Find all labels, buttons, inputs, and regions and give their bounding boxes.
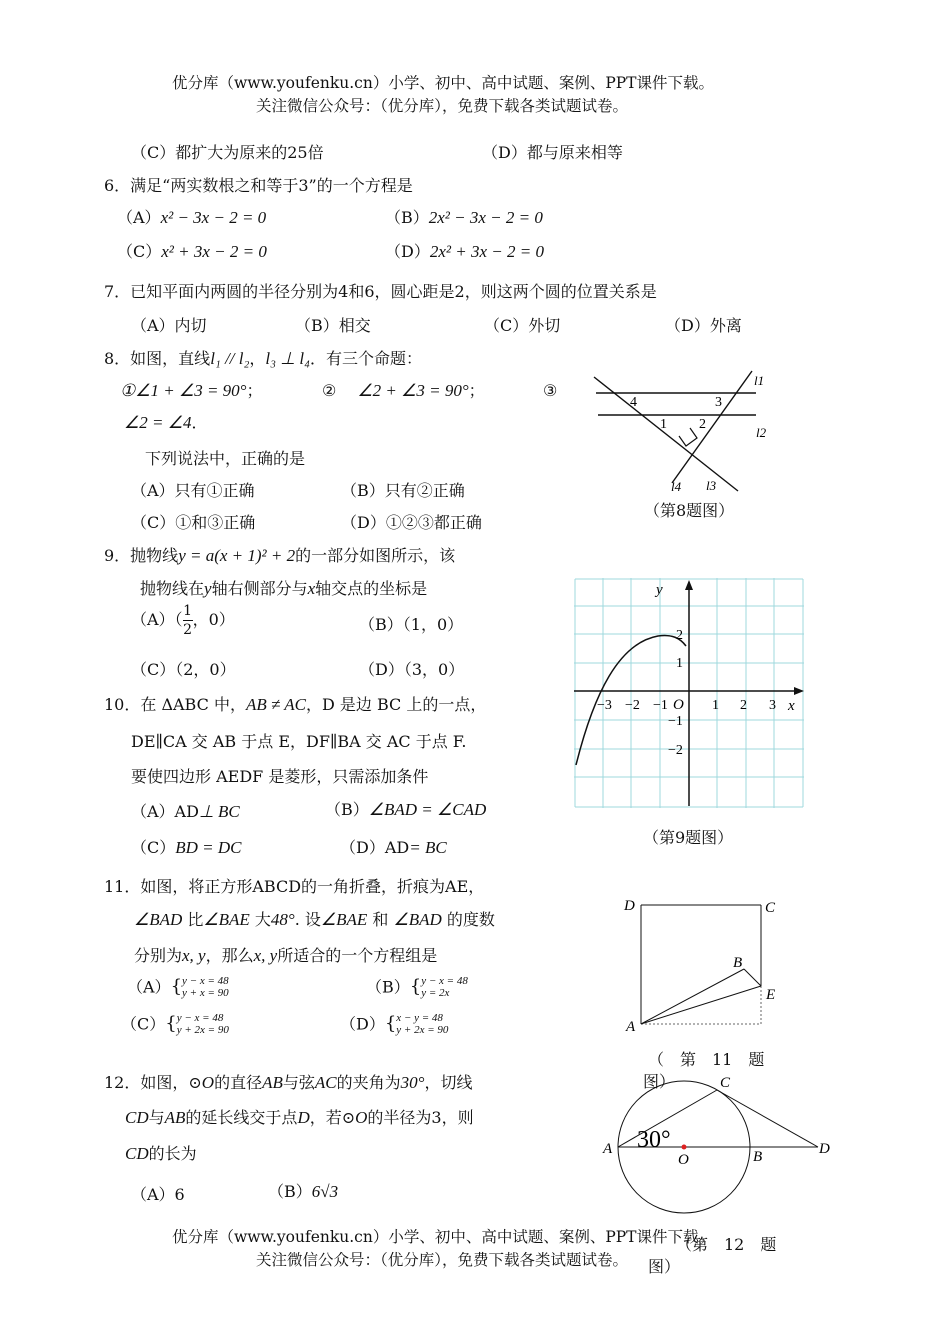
q11-caption-a: （ 第 11 题 [648,1050,765,1069]
q7-option-d: （D）外离 [665,316,742,335]
q11-line-2: ∠BAD 比∠BAE 大48°. 设∠BAE 和 ∠BAD 的度数 [134,910,495,929]
header-line-2: 关注微信公众号：（优分库），免费下载各类试题试卷。 [256,97,629,115]
segment-be [744,969,761,986]
q8-ask: 下列说法中，正确的是 [145,449,306,468]
y-tick-1: 1 [676,656,683,671]
footer-line-1: 优分库（www.youfenku.cn）小学、初中、高中试题、案例、PPT课件下载。 [172,1228,715,1246]
label-l4: l4 [671,479,682,494]
x-tick-2: 2 [740,698,747,713]
q8-proposition-3-label: ③ [543,381,558,400]
q12-caption: （第 12 题 [676,1235,777,1254]
point-d: D [624,898,635,914]
q5-option-c: （C）都扩大为原来的25倍 [131,143,324,162]
x-tick--2: −2 [625,698,640,713]
point-e: E [766,987,776,1003]
q8-proposition-2: ② ∠2 + ∠3 = 90°； [322,381,485,400]
y-tick--1: −1 [668,714,683,729]
header-line-1: 优分库（www.youfenku.cn）小学、初中、高中试题、案例、PPT课件下载。 [172,74,715,92]
q12-line-2: CD与AB的延长线交于点D，若⊙O的半径为3，则 [125,1108,474,1127]
q11-option-c: （C）{ y − x = 48 y + 2x = 90 [121,1012,229,1037]
q12-caption-b: 图） [648,1257,681,1276]
label-l3: l3 [706,478,717,493]
q6-option-b: （B）2x² − 3x − 2 = 0 [385,208,543,227]
point-c: C [765,900,776,916]
point-b: B [753,1149,763,1165]
q6-option-d: （D）2x² + 3x − 2 = 0 [385,242,544,261]
point-d: D [819,1141,830,1157]
point-a: A [626,1019,636,1035]
q8-option-d: （D）①②③都正确 [341,513,482,532]
q10-option-b: （B）∠BAD = ∠CAD [325,800,487,819]
q9-option-a: （A）（ $\frac{1}{2}$ ，0） [131,603,235,638]
x-tick-3: 3 [769,698,776,713]
q7-option-b: （B）相交 [295,316,371,335]
q12-line-3: CD的长为 [125,1144,197,1163]
q11-line-1: 11．如图，将正方形ABCD的一角折叠，折痕为AE， [104,877,485,896]
q8-stem: 8．如图，直线l₁ // l₂，l₃ ⊥ l₄．有三个命题： [104,349,423,368]
q8-proposition-1: ①∠1 + ∠3 = 90°； [120,381,263,400]
q9-option-b: （B）（1，0） [359,615,464,634]
y-tick--2: −2 [668,743,683,758]
q6-option-c: （C）x² + 3x − 2 = 0 [117,242,267,261]
q11-caption-b: 图） [643,1072,676,1091]
center-dot [682,1145,687,1150]
q10-line-2: DE∥CA 交 AB 于点 E，DF∥BA 交 AC 于点 F. [131,732,467,751]
origin-label: O [673,697,684,713]
q8-figure [588,365,788,500]
x-axis-label: x [788,698,795,714]
angle-4: 4 [630,395,637,410]
q9-graph [574,578,804,808]
point-c: C [720,1075,731,1091]
footer-line-2: 关注微信公众号：（优分库），免费下载各类试题试卷。 [256,1251,629,1269]
q8-proposition-3: ∠2 = ∠4． [124,413,208,432]
q10-option-d: （D）AD= BC [340,838,447,857]
point-o: O [678,1152,689,1168]
q9-option-c: （C）（2，0） [131,660,236,679]
q12-option-a: （A）6 [131,1185,185,1204]
q10-line-3: 要使四边形 AEDF 是菱形，只需添加条件 [131,767,429,786]
q8-option-a: （A）只有①正确 [131,481,255,500]
q11-option-a: （A）{ y − x = 48 y + x = 90 [127,975,229,1000]
q11-option-b: （B）{ y − x = 48 y = 2x [366,975,468,1000]
label-l2: l2 [756,425,767,440]
angle-1: 1 [660,417,667,432]
q6-option-a: （A）x² − 3x − 2 = 0 [117,208,267,227]
q10-option-c: （C）BD = DC [131,838,242,857]
q8-caption: （第8题图） [644,501,735,520]
right-angle-mark [679,428,697,446]
q9-line-2: 抛物线在y轴右侧部分与x轴交点的坐标是 [140,579,428,598]
x-tick-1: 1 [712,698,719,713]
q12-line-1: 12．如图，⊙O的直径AB与弦AC的夹角为30°，切线 [104,1073,473,1092]
q9-stem: 9．抛物线y = a(x + 1)² + 2的一部分如图所示，该 [104,546,456,565]
label-l1: l1 [754,373,765,388]
tangent-cd [717,1090,818,1147]
q9-caption: （第9题图） [643,828,734,847]
y-tick-2: 2 [676,628,683,643]
q10-option-a: （A）AD⊥ BC [131,802,240,821]
q9-option-d: （D）（3，0） [359,660,465,679]
q11-line-3: 分别为x, y，那么x, y所适合的一个方程组是 [134,946,438,965]
q6-stem: 6．满足“两实数根之和等于3”的一个方程是 [104,176,413,195]
y-axis-arrow [685,580,693,590]
angle-2: 2 [699,417,706,432]
q7-stem: 7．已知平面内两圆的半径分别为4和6，圆心距是2，则这两个圆的位置关系是 [104,282,657,301]
q10-stem: 10．在 ΔABC 中，AB ≠ AC，D 是边 BC 上的一点， [104,695,487,714]
q8-option-c: （C）①和③正确 [131,513,256,532]
q8-option-b: （B）只有②正确 [341,481,465,500]
point-a: A [603,1141,613,1157]
point-b: B [733,955,743,971]
q11-option-d: （D）{ x − y = 48 y + 2x = 90 [340,1012,449,1037]
q11-figure [620,893,790,1043]
x-tick--1: −1 [653,698,668,713]
angle-3: 3 [715,395,722,410]
q7-option-a: （A）内切 [131,316,207,335]
line-l3 [672,371,752,483]
q12-figure [598,1070,838,1220]
x-tick--3: −3 [597,698,612,713]
y-axis-label: y [656,582,663,598]
q5-option-d: （D）都与原来相等 [482,143,623,162]
angle-30-label: 30° [637,1127,671,1153]
q12-option-b: （B）6√3 [268,1182,339,1201]
q7-option-c: （C）外切 [484,316,561,335]
